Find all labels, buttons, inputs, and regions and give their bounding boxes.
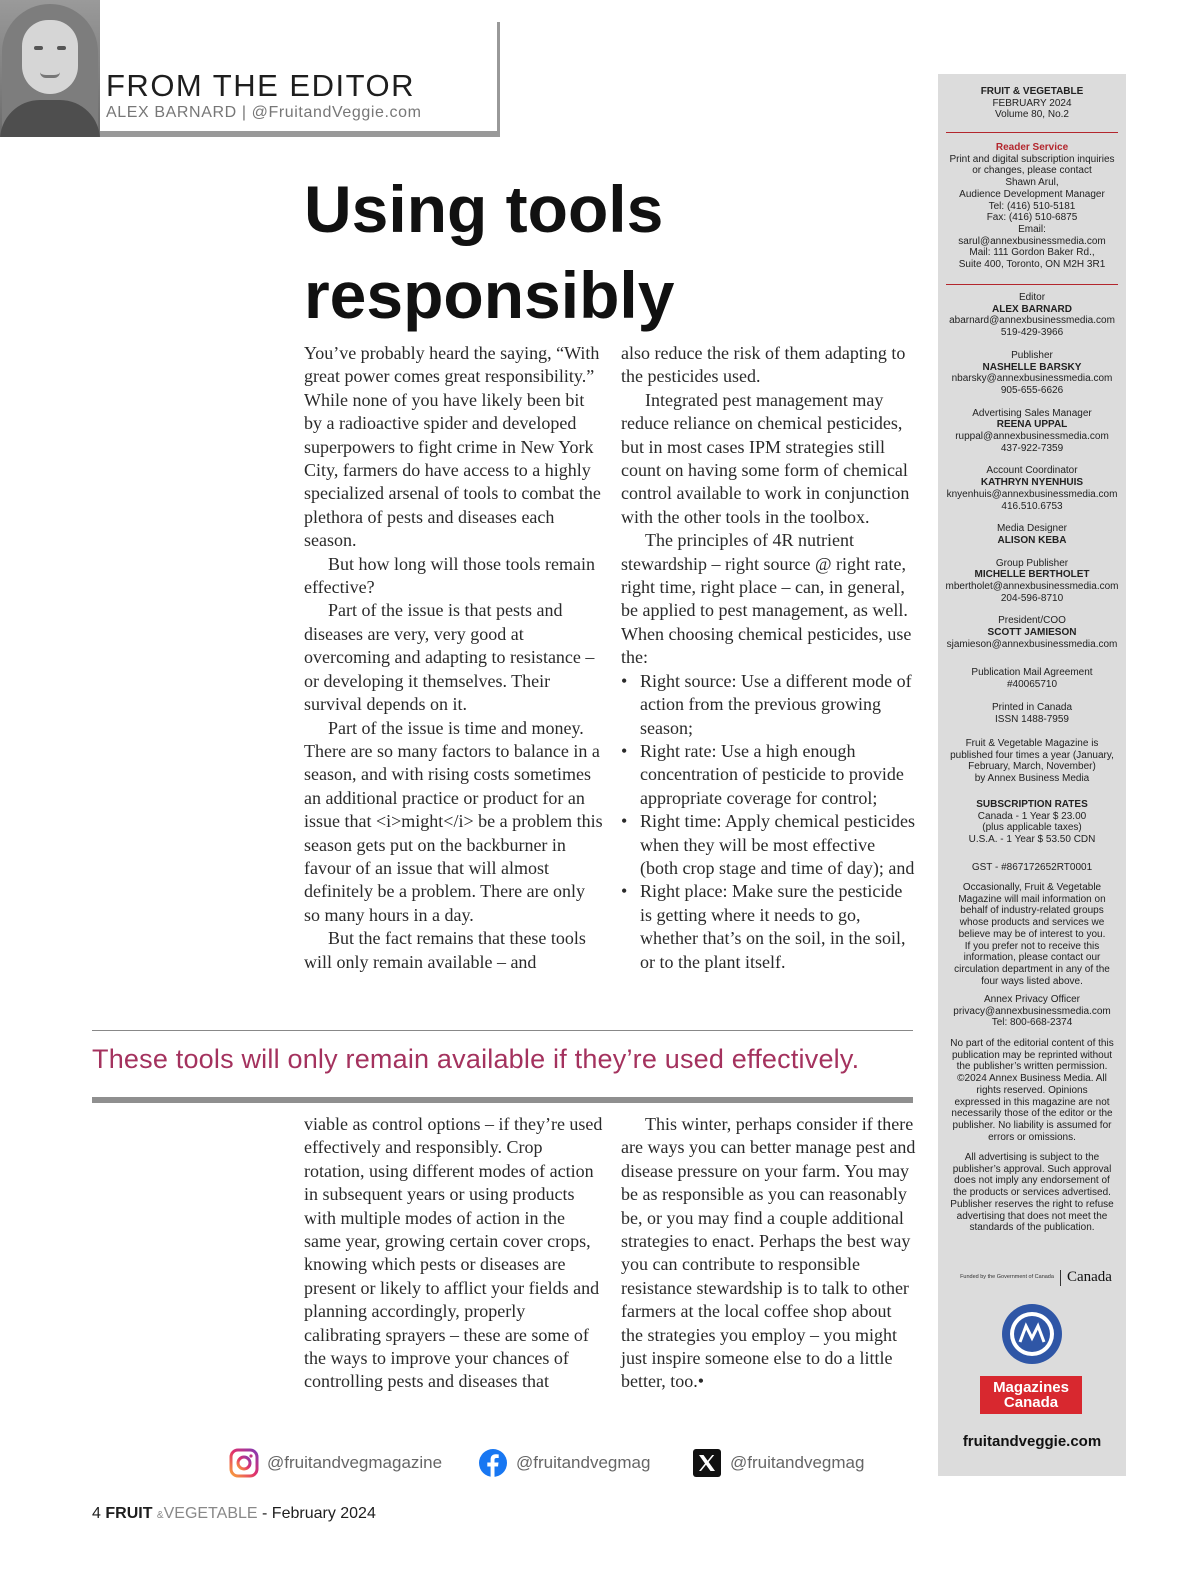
text-line: Email: <box>1018 223 1046 235</box>
text-line: publication may be reprinted without <box>951 1049 1113 1061</box>
mc-line-2: Canada <box>1003 1394 1059 1411</box>
text-line: Canada - 1 Year $ 23.00 <box>977 810 1087 822</box>
facebook-icon <box>478 1448 508 1478</box>
article-column-1 <box>304 342 604 974</box>
aam-seal-icon <box>1000 1302 1064 1366</box>
staff-name: NASHELLE BARSKY <box>982 361 1082 373</box>
staff-contact: 437-922-7359 <box>1000 442 1064 454</box>
text-line: Print and digital subscription inquiries <box>949 153 1115 165</box>
text-line: Fax: (416) 510-6875 <box>986 212 1078 224</box>
reader-service <box>942 142 1122 271</box>
text-line: publisher’s approval. Such approval <box>952 1163 1112 1175</box>
staff-contact: nbarsky@annexbusinessmedia.com <box>951 373 1113 385</box>
header-divider-vertical <box>497 22 500 136</box>
page-footer <box>92 1505 376 1523</box>
staff-name: REENA UPPAL <box>996 419 1068 431</box>
header-divider-horizontal <box>100 131 500 137</box>
subscription-rates <box>942 799 1122 846</box>
staff-contact: 519-429-3966 <box>1000 327 1064 339</box>
paragraph: viable as control options – if they’re used effectively and responsibly. Crop rotation, using different modes of action in subsequent years or using products with multiple modes of action in the same year, growing certain cover crops, knowing which pests or diseases are present or likely to afflict your fields and planning accordingly, properly calibrating sprayers – these are some of the ways to improve your chances of controlling pests and diseases that <box>304 1114 603 1392</box>
text-line: the publisher’s written permission. <box>956 1061 1108 1073</box>
privacy-notice <box>942 882 1122 987</box>
text-line: Occasionally, Fruit & Vegetable <box>962 882 1102 893</box>
pullquote-rule-top <box>92 1030 913 1031</box>
text-line: publisher. No liability is assumed for <box>952 1119 1112 1131</box>
reader-service-title: Reader Service <box>995 142 1069 153</box>
text-line: If you prefer not to receive this <box>964 940 1100 952</box>
instagram-link[interactable] <box>229 1446 442 1480</box>
staff-name: MICHELLE BERTHOLET <box>974 569 1090 581</box>
headline-line-2: responsibly <box>304 258 675 332</box>
text-line: All advertising is subject to the <box>964 1152 1100 1163</box>
editor-photo <box>0 0 100 137</box>
text-line: Fruit & Vegetable Magazine is <box>965 738 1099 749</box>
text-line: No part of the editorial content of this <box>950 1038 1114 1049</box>
paragraph: This winter, perhaps consider if there are ways you can better manage pest and disease pressure on your farm. You may be as responsible as you can reasonably be, or you may find a couple additional strategies to enact. Perhaps the best way you can contribute to responsible resistance stewardship is to talk to other farmers at the local coffee shop about the strategies you employ – you might just inspire someone else to do a little better, too.• <box>621 1114 916 1392</box>
text-line: Mail: 111 Gordon Baker Rd., <box>969 247 1095 259</box>
text-line: errors or omissions. <box>988 1131 1076 1143</box>
staff-contact: 416.510.6753 <box>1001 500 1063 512</box>
paragraph: Integrated pest management may reduce reliance on chemical pesticides, but in most cases IPM strategies still count on having some form of chemical control available to work in conjunction with the other tools in the toolbox. <box>621 389 910 527</box>
page-number: 4 <box>92 1505 101 1522</box>
list-item: • Right time: Apply chemical pesticides when they will be most effective (both crop stage and time of day); and <box>621 810 917 880</box>
staff-role: Advertising Sales Manager <box>972 407 1092 419</box>
text-line: U.S.A. - 1 Year $ 53.50 CDN <box>968 834 1096 846</box>
section-title: FROM THE EDITOR <box>106 68 415 103</box>
text-line: published four times a year (January, <box>950 749 1114 761</box>
article-column-4 <box>621 1113 917 1394</box>
privacy-officer <box>942 994 1122 1029</box>
staff-entry <box>942 350 1122 397</box>
text-line: Publisher reserves the right to refuse <box>950 1198 1114 1210</box>
rates-title: SUBSCRIPTION RATES <box>976 799 1088 810</box>
staff-role: Group Publisher <box>995 557 1069 569</box>
text-line: necessarily those of the editor or the <box>951 1108 1113 1120</box>
staff-name: ALEX BARNARD <box>992 303 1072 315</box>
text-line: by Annex Business Media <box>974 773 1090 785</box>
facebook-handle: @fruitandvegmag <box>516 1453 651 1472</box>
text-line: #40065710 <box>1006 678 1058 690</box>
masthead-issue: FEBRUARY 2024 <box>992 97 1072 109</box>
headline-line-1: Using tools <box>304 172 664 246</box>
paragraph: The principles of 4R nutrient stewardship – right source @ right rate, right time, right place – can, in general, be applied to pest management, as well. When choosing chemical pesticides, use the: <box>621 530 912 668</box>
footer-vegetable: VEGETABLE <box>163 1505 258 1522</box>
staff-contact: 905-655-6626 <box>1000 384 1064 396</box>
text-line: ©2024 Annex Business Media. All <box>957 1073 1107 1085</box>
list-item: • Right rate: Use a high enough concentration of pesticide to provide appropriate coverage for control; <box>621 740 917 810</box>
list-item: • Right place: Make sure the pesticide is getting where it needs to go, whether that’s on the soil, in the soil, or to the plant itself. <box>621 880 917 974</box>
staff-role: Publisher <box>1011 349 1053 361</box>
paragraph: But the fact remains that these tools will only remain available – and <box>304 928 586 972</box>
principles-list <box>621 670 917 974</box>
text-line: expressed in this magazine are not <box>954 1096 1110 1108</box>
staff-name: KATHRYN NYENHUIS <box>980 477 1084 489</box>
frequency-info <box>942 738 1122 785</box>
list-item: • Right source: Use a different mode of action from the previous growing season; <box>621 670 917 740</box>
instagram-handle: @fruitandvegmagazine <box>267 1453 443 1472</box>
footer-ampersand: & <box>156 1510 164 1521</box>
text-line: rights reserved. Opinions <box>976 1084 1088 1096</box>
text-line: circulation department in any of the <box>954 963 1110 975</box>
gst-number: GST - #867172652RT0001 <box>971 862 1093 873</box>
staff-entry <box>942 615 1122 650</box>
text-line: February, March, November) <box>968 761 1096 773</box>
text-line: advertising that does not meet the <box>956 1210 1108 1222</box>
staff-entry <box>942 558 1122 605</box>
staff-entry <box>942 408 1122 455</box>
text-line: Annex Privacy Officer <box>984 994 1080 1005</box>
staff-contact: abarnard@annexbusinessmedia.com <box>949 315 1115 327</box>
text-line: Shawn Arul, <box>1005 177 1059 189</box>
editor-byline: ALEX BARNARD | @FruitandVeggie.com <box>106 104 422 121</box>
staff-role: President/COO <box>998 615 1066 627</box>
text-line: Audience Development Manager <box>959 188 1105 200</box>
paragraph: You’ve probably heard the saying, “With great power comes great responsibility.” While none of you have likely been bit by a radioactive spider and developed superpowers to fight crime in New York City, farmers do have access to a highly specialized arsenal of tools to combat the plethora of pests and diseases each season. <box>304 343 601 551</box>
article-headline <box>304 166 824 338</box>
staff-name: SCOTT JAMIESON <box>987 627 1077 639</box>
x-link[interactable] <box>692 1446 864 1480</box>
staff-entry <box>942 465 1122 512</box>
paragraph: also reduce the risk of them adapting to the pesticides used. <box>621 343 906 387</box>
masthead <box>942 86 1122 121</box>
text-line: does not imply any endorsement of <box>954 1175 1110 1187</box>
text-line: the products or services advertised. <box>953 1187 1111 1199</box>
footer-date: - February 2024 <box>262 1505 376 1522</box>
paragraph: Part of the issue is that pests and diseases are very, very good at overcoming and adapting to resistance – or developing it themselves. Their survival depends on it. <box>304 600 595 715</box>
pull-quote: These tools will only remain available if they’re used effectively. <box>92 1044 860 1074</box>
publication-agreement <box>942 667 1122 690</box>
text-line: privacy@annexbusinessmedia.com <box>953 1005 1111 1017</box>
text-line: (plus applicable taxes) <box>982 822 1082 834</box>
text-line: sarul@annexbusinessmedia.com <box>958 235 1106 247</box>
x-handle: @fruitandvegmag <box>730 1453 865 1472</box>
staff-entry <box>942 523 1122 546</box>
masthead-sidebar <box>938 74 1126 1476</box>
copyright-notice <box>942 1038 1122 1143</box>
staff-contact: mbertholet@annexbusinessmedia.com <box>945 581 1119 593</box>
canada-wordmark: Canada <box>1066 1269 1112 1286</box>
staff-role: Media Designer <box>996 523 1068 535</box>
text-line: Publication Mail Agreement <box>971 667 1093 678</box>
staff-contact: 204-596-8710 <box>1000 592 1064 604</box>
staff-role: Editor <box>1018 292 1046 303</box>
text-line: Magazine will mail information on <box>958 893 1106 905</box>
text-line: believe may be of interest to you. <box>958 928 1106 940</box>
sidebar-divider <box>946 132 1118 133</box>
canada-funding <box>956 1268 1116 1288</box>
text-line: behalf of industry-related groups <box>960 905 1104 917</box>
text-line: whose products and services we <box>959 917 1105 929</box>
paragraph: Part of the issue is time and money. There are so many factors to balance in a season, and with rising costs sometimes an additional practice or product for an issue that <i>might</i> be a problem this season gets put on the backburner in favour of an issue that will almost definitely be a problem. There are only so many hours in a day. <box>304 717 603 925</box>
magazines-canada-logo <box>980 1376 1082 1414</box>
x-icon <box>692 1448 722 1478</box>
text-line: standards of the publication. <box>969 1222 1095 1234</box>
paragraph: But how long will those tools remain effective? <box>304 553 595 598</box>
article-column-2 <box>621 342 917 974</box>
mc-line-1: Magazines <box>993 1379 1069 1396</box>
funded-text: Funded by the Government of Canada <box>960 1274 1054 1281</box>
staff-contact: ruppal@annexbusinessmedia.com <box>955 431 1109 443</box>
article-column-3 <box>304 1113 604 1394</box>
footer-brand: FRUIT <box>105 1505 153 1522</box>
facebook-link[interactable] <box>478 1446 650 1480</box>
staff-contact: sjamieson@annexbusinessmedia.com <box>946 638 1118 650</box>
instagram-icon <box>229 1448 259 1478</box>
website-url[interactable]: fruitandveggie.com <box>962 1433 1102 1450</box>
sidebar-divider <box>946 284 1118 285</box>
staff-entry <box>942 292 1122 339</box>
printed-info <box>942 702 1122 725</box>
text-line: four ways listed above. <box>981 975 1083 987</box>
advertising-notice <box>942 1152 1122 1234</box>
staff-role: Account Coordinator <box>986 465 1078 477</box>
text-line: information, please contact our <box>963 952 1101 964</box>
text-line: Suite 400, Toronto, ON M2H 3R1 <box>958 259 1106 271</box>
masthead-title: FRUIT & VEGETABLE <box>980 86 1084 97</box>
text-line: Printed in Canada <box>991 702 1073 713</box>
staff-contact: knyenhuis@annexbusinessmedia.com <box>946 488 1118 500</box>
masthead-volume: Volume 80, No.2 <box>995 109 1069 121</box>
text-line: or changes, please contact <box>972 165 1092 177</box>
staff-name: ALISON KEBA <box>997 534 1067 546</box>
text-line: ISSN 1488-7959 <box>995 713 1069 725</box>
text-line: Tel: (416) 510-5181 <box>988 200 1076 212</box>
text-line: Tel: 800-668-2374 <box>991 1017 1073 1029</box>
staff-list <box>942 292 1122 662</box>
pullquote-rule-bottom <box>92 1097 913 1103</box>
